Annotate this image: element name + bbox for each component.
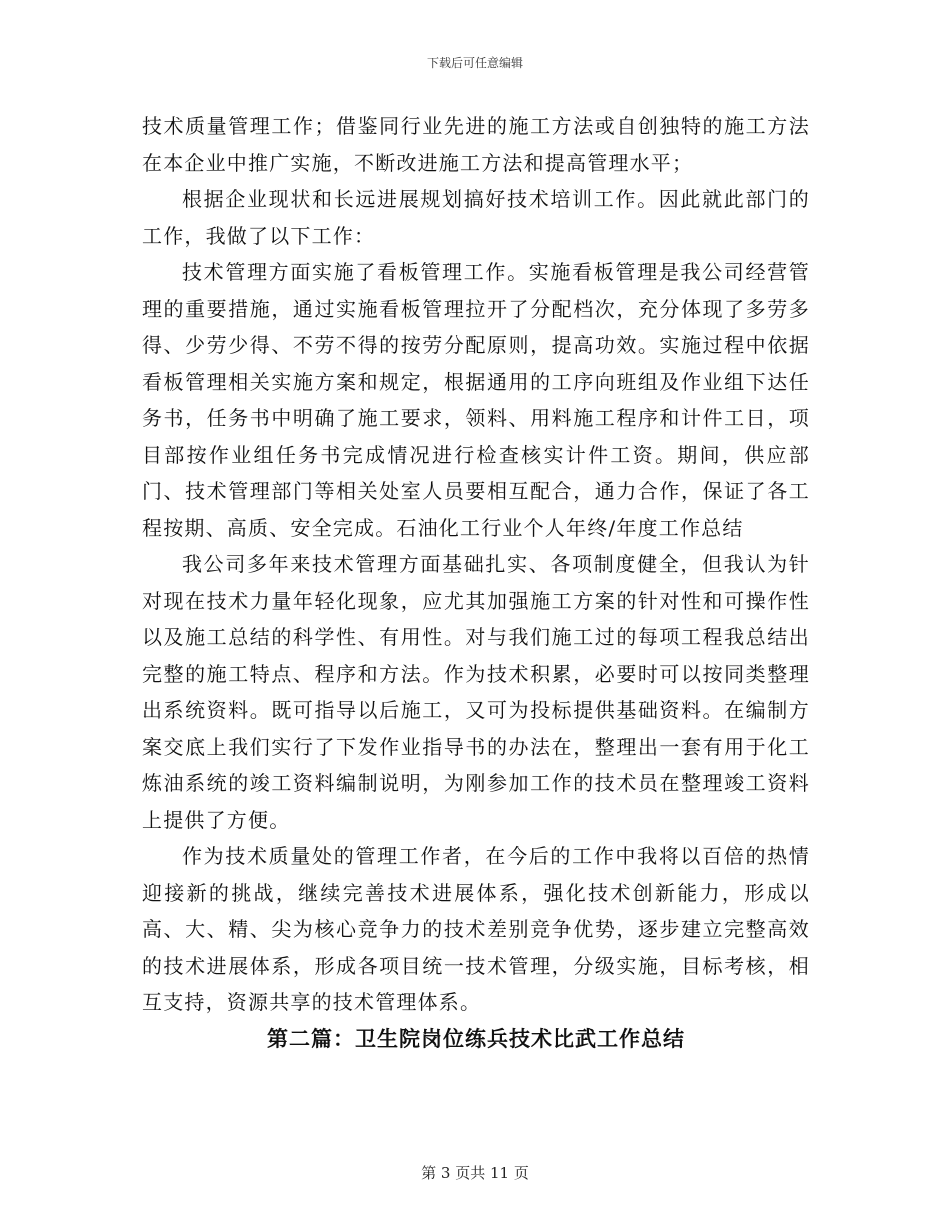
document-body (142, 108, 810, 1057)
paragraph: 技术管理方面实施了看板管理工作。实施看板管理是我公司经营管理的重要措施，通过实施看板管理拉开了分配档次，充分体现了多劳多得、少劳少得、不劳不得的按劳分配原则，提高功效。实施过程中依据看板管理相关实施方案和规定，根据通用的工序向班组及作业组下达任务书，任务书中明确了施工要求，领料、用料施工程序和计件工日，项目部按作业组任务书完成情况进行检查核实计件工资。期间，供应部门、技术管理部门等相关处室人员要相互配合，通力合作，保证了各工程按期、高质、安全完成。石油化工行业个人年终/年度工作总结 (142, 260, 810, 540)
section-heading: 第二篇：卫生院岗位练兵技术比武工作总结 (267, 1025, 685, 1051)
page-number: 第 3 页共 11 页 (421, 1164, 529, 1182)
paragraph: 根据企业现状和长远进展规划搞好技术培训工作。因此就此部门的工作，我做了以下工作： (142, 187, 810, 248)
paragraph: 我公司多年来技术管理方面基础扎实、各项制度健全，但我认为针对现在技术力量年轻化现象，应尤其加强施工方案的针对性和可操作性以及施工总结的科学性、有用性。对与我们施工过的每项工程我总结出完整的施工特点、程序和方法。作为技术积累，必要时可以按同类整理出系统资料。既可指导以后施工，又可为投标提供基础资料。在编制方案交底上我们实行了下发作业指导书的办法在，整理出一套有用于化工炼油系统的竣工资料编制说明，为刚参加工作的技术员在整理竣工资料上提供了方便。 (142, 552, 810, 832)
paragraph: 作为技术质量处的管理工作者，在今后的工作中我将以百倍的热情迎接新的挑战，继续完善技术进展体系，强化技术创新能力，形成以高、大、精、尖为核心竞争力的技术差别竞争优势，逐步建立完整高效的技术进展体系，形成各项目统一技术管理，分级实施，目标考核，相互支持，资源共享的技术管理体系。 (142, 844, 810, 1014)
page-header: 下载后可任意编辑 (426, 56, 523, 70)
paragraph-continuation: 技术质量管理工作；借鉴同行业先进的施工方法或自创独特的施工方法在本企业中推广实施，不断改进施工方法和提高管理水平； (142, 114, 810, 175)
